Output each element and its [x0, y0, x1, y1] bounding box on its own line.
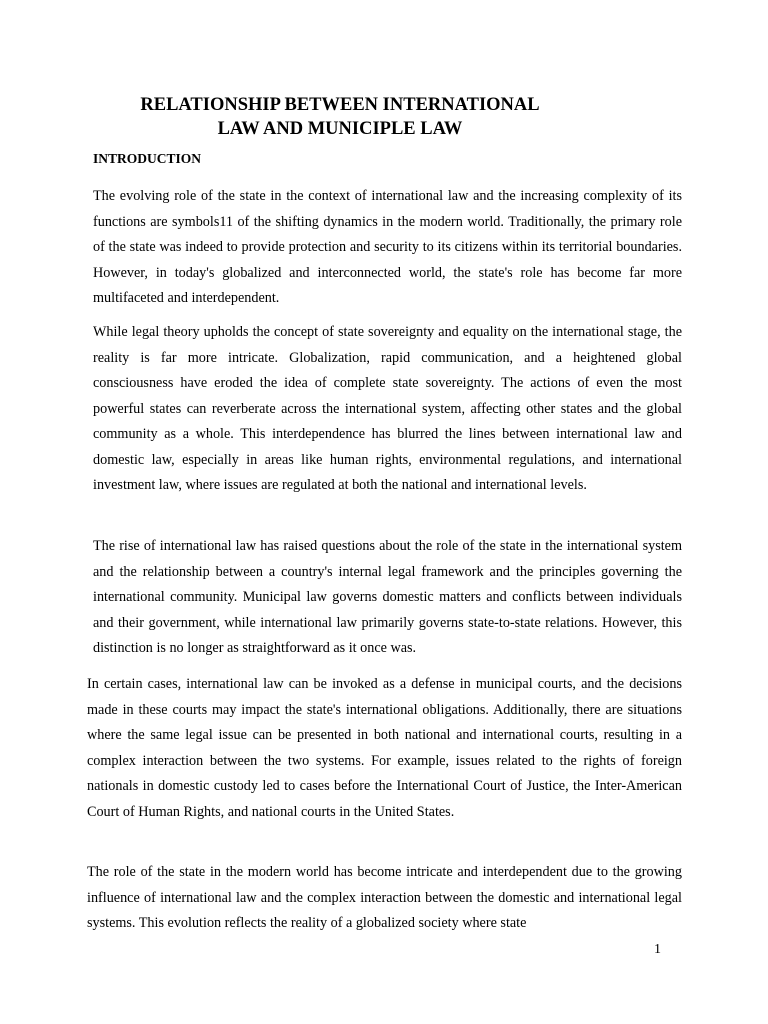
- document-title: [100, 93, 580, 141]
- paragraph-1: The evolving role of the state in the context of international law and the increasing complexity of its functions are symbols11 of the shifting dynamics in the modern world. Traditionally, the primary role of the state was indeed to provide protection and security to its citizens within its territorial boundaries. However, in today's globalized and interconnected world, the state's role has become far more multifaceted and interdependent.: [93, 188, 682, 306]
- title-line-2: LAW AND MUNICIPLE LAW: [217, 119, 463, 139]
- paragraph-2: While legal theory upholds the concept of state sovereignty and equality on the international stage, the reality is far more intricate. Globalization, rapid communication, and a heightened global consciousness have eroded the idea of complete state sovereignty. The actions of even the most powerful states can reverberate across the international system, affecting other states and the global community as a whole. This interdependence has blurred the lines between international law and domestic law, especially in areas like human rights, environmental regulations, and international investment law, where issues are regulated at both the national and international levels.: [93, 324, 682, 493]
- section-heading: INTRODUCTION: [93, 151, 202, 166]
- paragraph-5: The role of the state in the modern world has become intricate and interdependent due to the growing influence of international law and the complex interaction between the domestic and international legal systems. This evolution reflects the reality of a globalized society where state: [87, 864, 682, 931]
- title-line-1: RELATIONSHIP BETWEEN INTERNATIONAL: [140, 95, 540, 115]
- paragraph-3: The rise of international law has raised questions about the role of the state in the international system and the relationship between a country's internal legal framework and the principles governing the international community. Municipal law governs domestic matters and conflicts between individuals and their government, while international law primarily governs state-to-state relations. However, this distinction is no longer as straightforward as it once was.: [93, 538, 682, 656]
- page-number: 1: [654, 942, 661, 957]
- paragraph-4: In certain cases, international law can be invoked as a defense in municipal courts, and the decisions made in these courts may impact the state's international obligations. Additionally, there are situations where the same legal issue can be presented in both national and international courts, resulting in a complex interaction between the two systems. For example, issues related to the rights of foreign nationals in domestic custody led to cases before the International Court of Justice, the Inter-American Court of Human Rights, and national courts in the United States.: [87, 676, 682, 820]
